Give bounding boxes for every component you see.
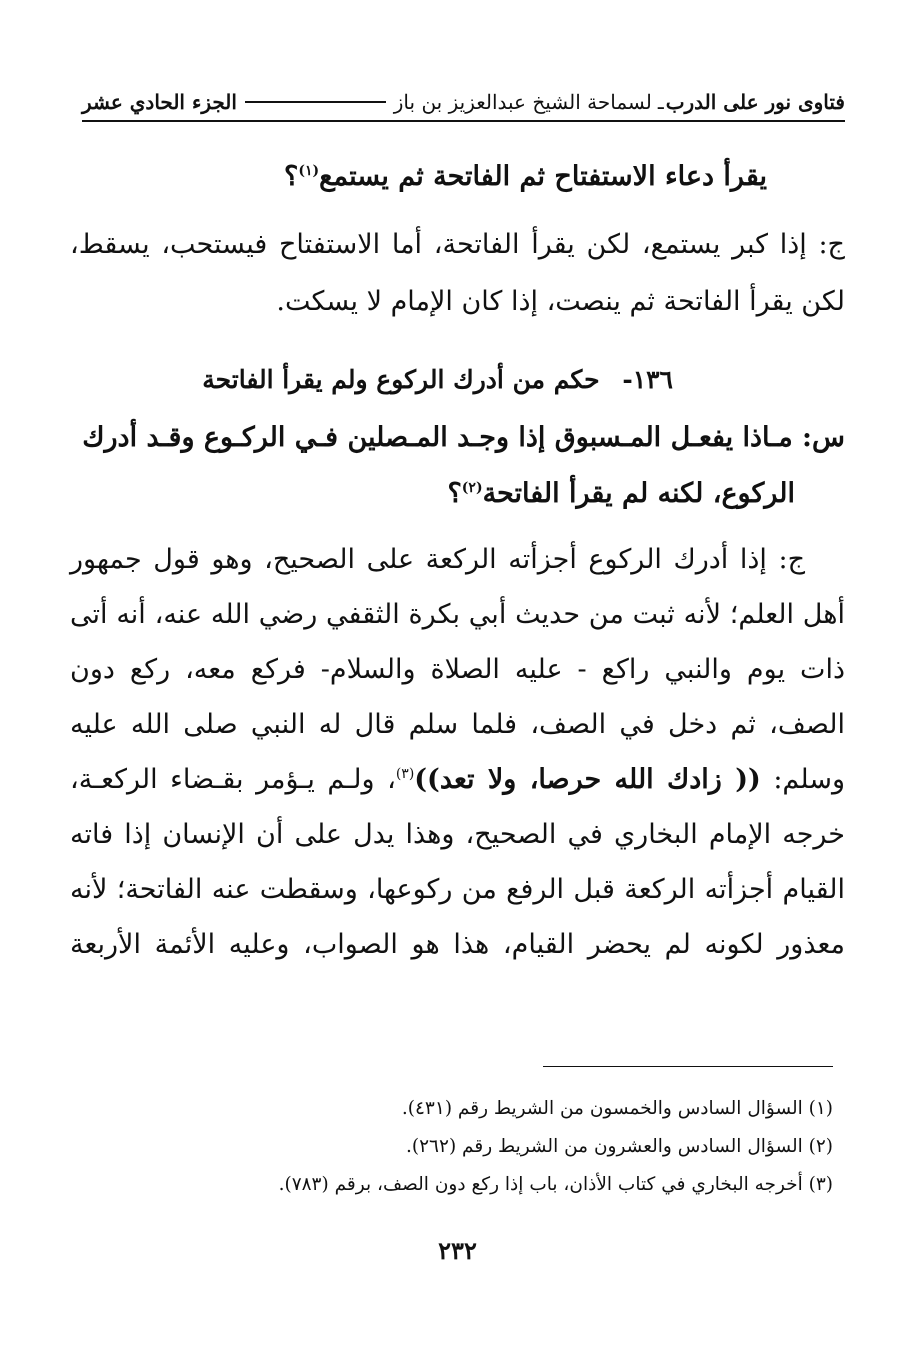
answer-paragraph-2 xyxy=(70,532,845,972)
question-mark: ؟ xyxy=(283,161,299,192)
footnote-separator xyxy=(543,1066,833,1067)
footnote-marker-1: (١) xyxy=(298,163,320,179)
answer-2-part-1: ج: إذا أدرك الركوع أجزأته الركعة على الصحيح، وهو قول جمهور أهل العلم؛ لأنه ثبت من حديث أبي بكرة الثقفي رضي الله عنه، أنه أتى ذات يوم والنبي راكع - عليه الصلاة والسلام- فركع معه، ركع دون الصف، ثم دخل في الصف، فلما سلم قال له النبي صلى الله عليه وسلم: xyxy=(70,544,845,795)
question-continuation xyxy=(70,148,845,206)
section-heading xyxy=(70,358,845,402)
page-number: ٢٣٢ xyxy=(438,1236,477,1265)
hadith-quote: (( زادك الله حرصا، ولا تعد)) xyxy=(414,764,761,795)
author-name: لسماحة الشيخ عبدالعزيز بن باز xyxy=(393,90,652,114)
question-continuation-text: يقرأ دعاء الاستفتاح ثم الفاتحة ثم يستمع xyxy=(319,161,767,192)
question-line-2: الركوع، لكنه لم يقرأ الفاتحة xyxy=(482,478,795,509)
question-line-2-wrap xyxy=(70,466,845,522)
footnote-3: (٣) أخرجه البخاري في كتاب الأذان، باب إذا ركع دون الصف، برقم (٧٨٣). xyxy=(278,1174,833,1195)
header-rule xyxy=(245,101,386,103)
section-title: حكم من أدرك الركوع ولم يقرأ الفاتحة xyxy=(202,365,600,394)
footnote-marker-2: (٢) xyxy=(461,480,483,496)
running-header xyxy=(82,84,845,122)
footnote-marker-3: (٣) xyxy=(395,766,415,782)
footnote-2: (٢) السؤال السادس والعشرون من الشريط رقم (٢٦٢). xyxy=(406,1136,833,1157)
question-end-mark: ؟ xyxy=(447,478,462,509)
volume-label: الجزء الحادي عشر xyxy=(82,90,237,114)
question-line-1: س: مـاذا يفعـل المـسبوق إذا وجـد المـصلين فـي الركـوع وقـد أدرك xyxy=(82,422,845,453)
section-number: ١٣٦- xyxy=(622,365,673,394)
answer-2-part-2: ، ولـم يـؤمر بقـضاء الركعـة، خرجه الإمام البخاري في الصحيح، وهذا يدل على أن الإنسان إذا فاته القيام أجزأته الركعة قبل الرفع من ركوعها، وسقطت عنه الفاتحة؛ لأنه معذور لكونه لم يحضر القيام، هذا هو الصواب، وعليه الأئمة الأربعة xyxy=(70,764,845,960)
answer-paragraph-1: ج: إذا كبر يستمع، لكن يقرأ الفاتحة، أما الاستفتاح فيستحب، يسقط، لكن يقرأ الفاتحة ثم ينصت، إذا كان الإمام لا يسكت. xyxy=(70,229,845,317)
page-body xyxy=(70,148,845,972)
footnote-1: (١) السؤال السادس والخمسون من الشريط رقم (٤٣١). xyxy=(401,1098,833,1119)
header-dash: ـ xyxy=(657,90,664,114)
book-title: فتاوى نور على الدرب xyxy=(665,90,845,114)
question-paragraph xyxy=(70,410,845,522)
footnotes xyxy=(82,1090,833,1204)
